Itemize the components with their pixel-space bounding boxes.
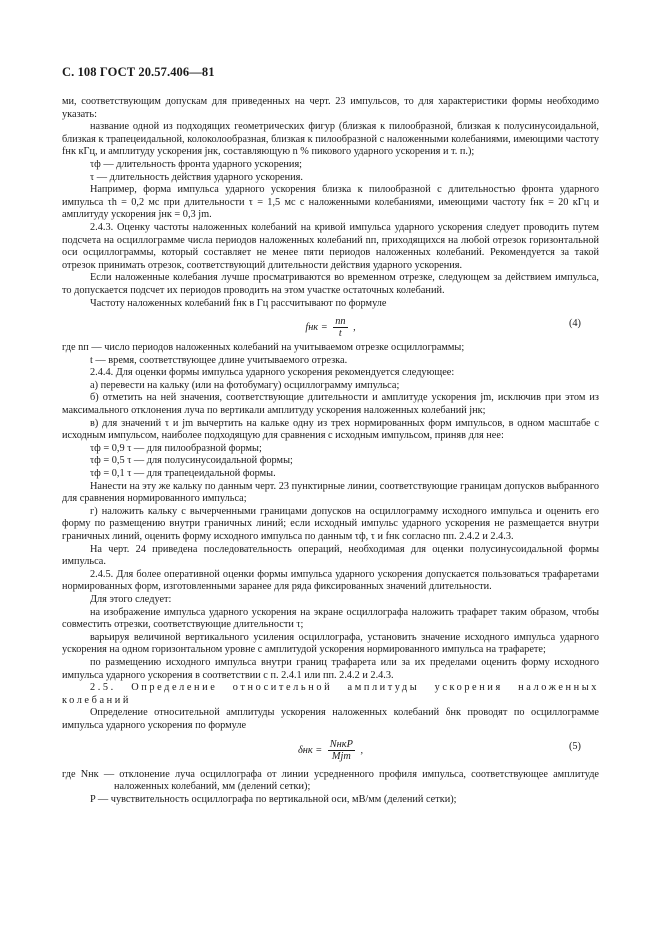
paragraph: 2.4.5. Для более оперативной оценки формы импульса ударного ускорения допускается пользоваться трафаретами нормированных форм, изготовленными заранее для ряда фиксированных значений длительности. — [62, 568, 599, 593]
formula-numerator: nп — [335, 316, 346, 328]
formula-fraction — [333, 316, 347, 339]
paragraph: ми, соответствующим допускам для приведенных на черт. 23 импульсов, то для характеристики формы необходимо указать: — [62, 96, 599, 120]
paragraph: по размещению исходного импульса внутри границ трафарета или за их пределами оценить форму исходного импульса ударного ускорения в соответствии с п. 2.4.1 или пп. 2.4.2 и 2.4.3. — [62, 656, 599, 681]
definition-item: τ — длительность действия ударного ускорения. — [90, 171, 303, 183]
formula-numerator: NнкP — [329, 738, 353, 750]
definition-item: τф = 0,9 τ — для пилообразной формы; — [90, 442, 262, 454]
formula-lhs: fнк = — [305, 321, 328, 333]
formula-denominator: Mjm — [331, 750, 351, 762]
document-body — [62, 96, 599, 806]
paragraph: Определение относительной амплитуды ускорения наложенных колебаний δнк проводят по осциллограмме импульса ударного ускорения по формуле — [62, 707, 599, 731]
definition-item: τф = 0,5 τ — для полусинусоидальной формы; — [90, 455, 293, 467]
definition-item: t — время, соответствующее длине учитываемого отрезка. — [90, 354, 348, 366]
paragraph: 2.4.3. Оценку частоты наложенных колебаний на кривой импульса ударного ускорения следует проводить путем подсчета на осциллограмме числа периодов наложенных колебаний nп, приходящихся на любой отрезок горизонтальной оси осциллограммы, который составляет не менее пяти периодов наложенных колебаний. Рекомендуется за такой отрезок принимать отрезок, соответствующий длительности действия ударного ускорения. — [62, 221, 599, 271]
paragraph: Если наложенные колебания лучше просматриваются во временном отрезке, следующем за действием импульса, то допускается подсчет их периодов проводить на этом участке остаточных колебаний. — [62, 272, 599, 296]
formula-4 — [62, 314, 599, 340]
formula-fraction — [328, 739, 355, 762]
formula-5 — [62, 737, 599, 767]
list-item: а) перевести на кальку (или на фотобумагу) осциллограмму импульса; — [90, 379, 400, 391]
paragraph: где Nнк — отклонение луча осциллографа от линии усредненного профиля импульса, соответствующее амплитуде наложенных колебаний, мм (делений сетки); — [62, 768, 599, 793]
paragraph: Для этого следует: — [90, 593, 172, 605]
formula-tail: , — [360, 744, 364, 756]
paragraph: 2.4.4. Для оценки формы импульса ударного ускорения рекомендуется следующее: — [90, 367, 455, 379]
formula-tail: , — [353, 321, 356, 333]
equation-number: (4) — [568, 318, 581, 330]
definition-item: τф = 0,1 τ — для трапецеидальной формы. — [90, 468, 276, 480]
paragraph: на изображение импульса ударного ускорения на экране осциллографа наложить трафарет таким образом, чтобы совместить отрезки, соответствующие длительности τ; — [62, 606, 599, 631]
definition-item: τф — длительность фронта ударного ускорения; — [90, 158, 303, 170]
page-header: С. 108 ГОСТ 20.57.406—81 — [62, 65, 215, 79]
list-item: в) для значений τ и jm вычертить на кальке одну из трех нормированных форм импульсов, в одном масштабе с исходным импульсом, наиболее подходящую для сравнения с исходным импульсом, приняв для нее: — [62, 417, 599, 442]
paragraph: Частоту наложенных колебаний fнк в Гц рассчитывают по формуле — [90, 297, 387, 309]
paragraph: На черт. 24 приведена последовательность операций, необходимая для оценки полусинусоидальной формы импульса. — [62, 543, 599, 568]
section-heading: 2.5. Определение относительной амплитуды ускорения наложенных колебаний — [62, 682, 599, 706]
paragraph: Нанести на эту же кальку по данным черт. 23 пунктирные линии, соответствующие границам допусков выбранного для сравнения нормированного импульса; — [62, 480, 599, 505]
paragraph: Например, форма импульса ударного ускорения близка к пилообразной с длительностью фронта ударного импульса τh = 0,2 мс при длительности τ = 1,5 мс с наложенными колебаниями, имеющими частоту fнк = 20 кГц и амплитуду ускорения jнк = 0,3 jm. — [62, 184, 599, 221]
list-item: б) отметить на ней значения, соответствующие длительности и амплитуде ускорения jm, исключив при этом из максимального отклонения луча по вертикали амплитуду ускорения наложенных колебаний jнк; — [62, 392, 599, 417]
paragraph: варьируя величиной вертикального усиления осциллографа, установить значение исходного импульса ударного ускорения на одном горизонтальном уровне с амплитудой ускорения нормированного импульса на трафарете; — [62, 631, 599, 656]
paragraph: название одной из подходящих геометрических фигур (близкая к пилообразной, близкая к полусинусоидальной, близкая к трапецеидальной, колоколообразная, близкая к пилообразной с наложенными колебаниями, имеющими частоту fнк кГц, и амплитуду ускорения jнк, составляющую n % пикового ударного ускорения и т. п.); — [62, 121, 599, 158]
formula-denominator: t — [338, 328, 342, 340]
paragraph: где nп — число периодов наложенных колебаний на учитываемом отрезке осциллограммы; — [62, 342, 465, 354]
list-item: г) наложить кальку с вычерченными границами допусков на осциллограмму исходного импульса и оценить его форму по размещению внутри граничных линий; если исходный импульс ударного ускорения не размещается внутри граничных линий, оценить форму исходного импульса по данным τф, τ и fнк согласно пп. 2.4.2 и 2.4.3. — [62, 505, 599, 542]
definition-item: P — чувствительность осциллографа по вертикальной оси, мВ/мм (делений сетки); — [90, 793, 457, 805]
formula-lhs: δнк = — [297, 744, 323, 756]
equation-number: (5) — [568, 740, 581, 752]
